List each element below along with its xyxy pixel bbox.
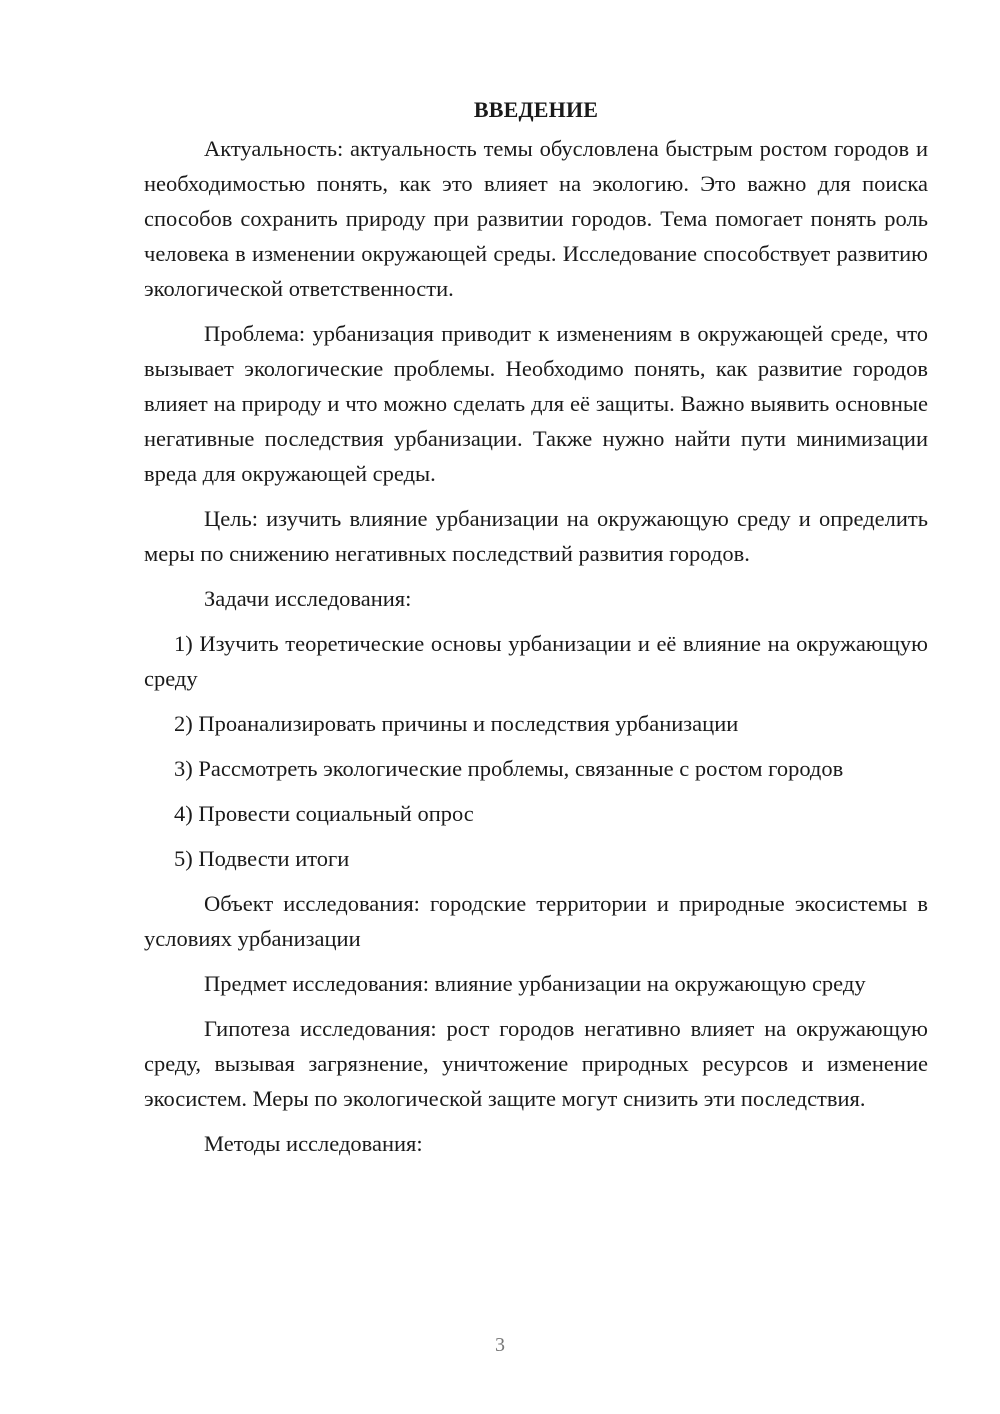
paragraph-relevance: Актуальность: актуальность темы обусловлена быстрым ростом городов и необходимостью понять, как это влияет на экологию. Это важно для поиска способов сохранить природу при развитии городов. Тема помогает понять роль человека в изменении окружающей среды. Исследование способствует развитию экологической ответственности. — [144, 136, 928, 301]
page-number: 3 — [495, 1334, 505, 1356]
page-title: ВВЕДЕНИЕ — [473, 97, 599, 122]
tasks-list — [144, 626, 928, 876]
paragraph-problem: Проблема: урбанизация приводит к изменениям в окружающей среде, что вызывает экологические проблемы. Необходимо понять, как развитие городов влияет на природу и что можно сделать для её защиты. Важно выявить основные негативные последствия урбанизации. Также нужно найти пути минимизации вреда для окружающей среды. — [144, 321, 928, 486]
document-page — [144, 92, 928, 1171]
methods-heading: Методы исследования: — [204, 1131, 423, 1156]
list-item: 1) Изучить теоретические основы урбанизации и её влияние на окружающую среду — [144, 631, 928, 691]
list-item: 2) Проанализировать причины и последствия урбанизации — [174, 711, 739, 736]
paragraph-goal: Цель: изучить влияние урбанизации на окружающую среду и определить меры по снижению негативных последствий развития городов. — [144, 506, 928, 566]
paragraph-hypothesis: Гипотеза исследования: рост городов негативно влияет на окружающую среду, вызывая загрязнение, уничтожение природных ресурсов и изменение экосистем. Меры по экологической защите могут снизить эти последствия. — [144, 1016, 928, 1111]
paragraph-subject: Предмет исследования: влияние урбанизации на окружающую среду — [204, 971, 866, 996]
list-item: 3) Рассмотреть экологические проблемы, связанные с ростом городов — [174, 756, 844, 781]
tasks-heading: Задачи исследования: — [204, 586, 412, 611]
list-item: 5) Подвести итоги — [174, 846, 350, 871]
paragraph-object: Объект исследования: городские территории и природные экосистемы в условиях урбанизации — [144, 891, 928, 951]
list-item: 4) Провести социальный опрос — [174, 801, 474, 826]
